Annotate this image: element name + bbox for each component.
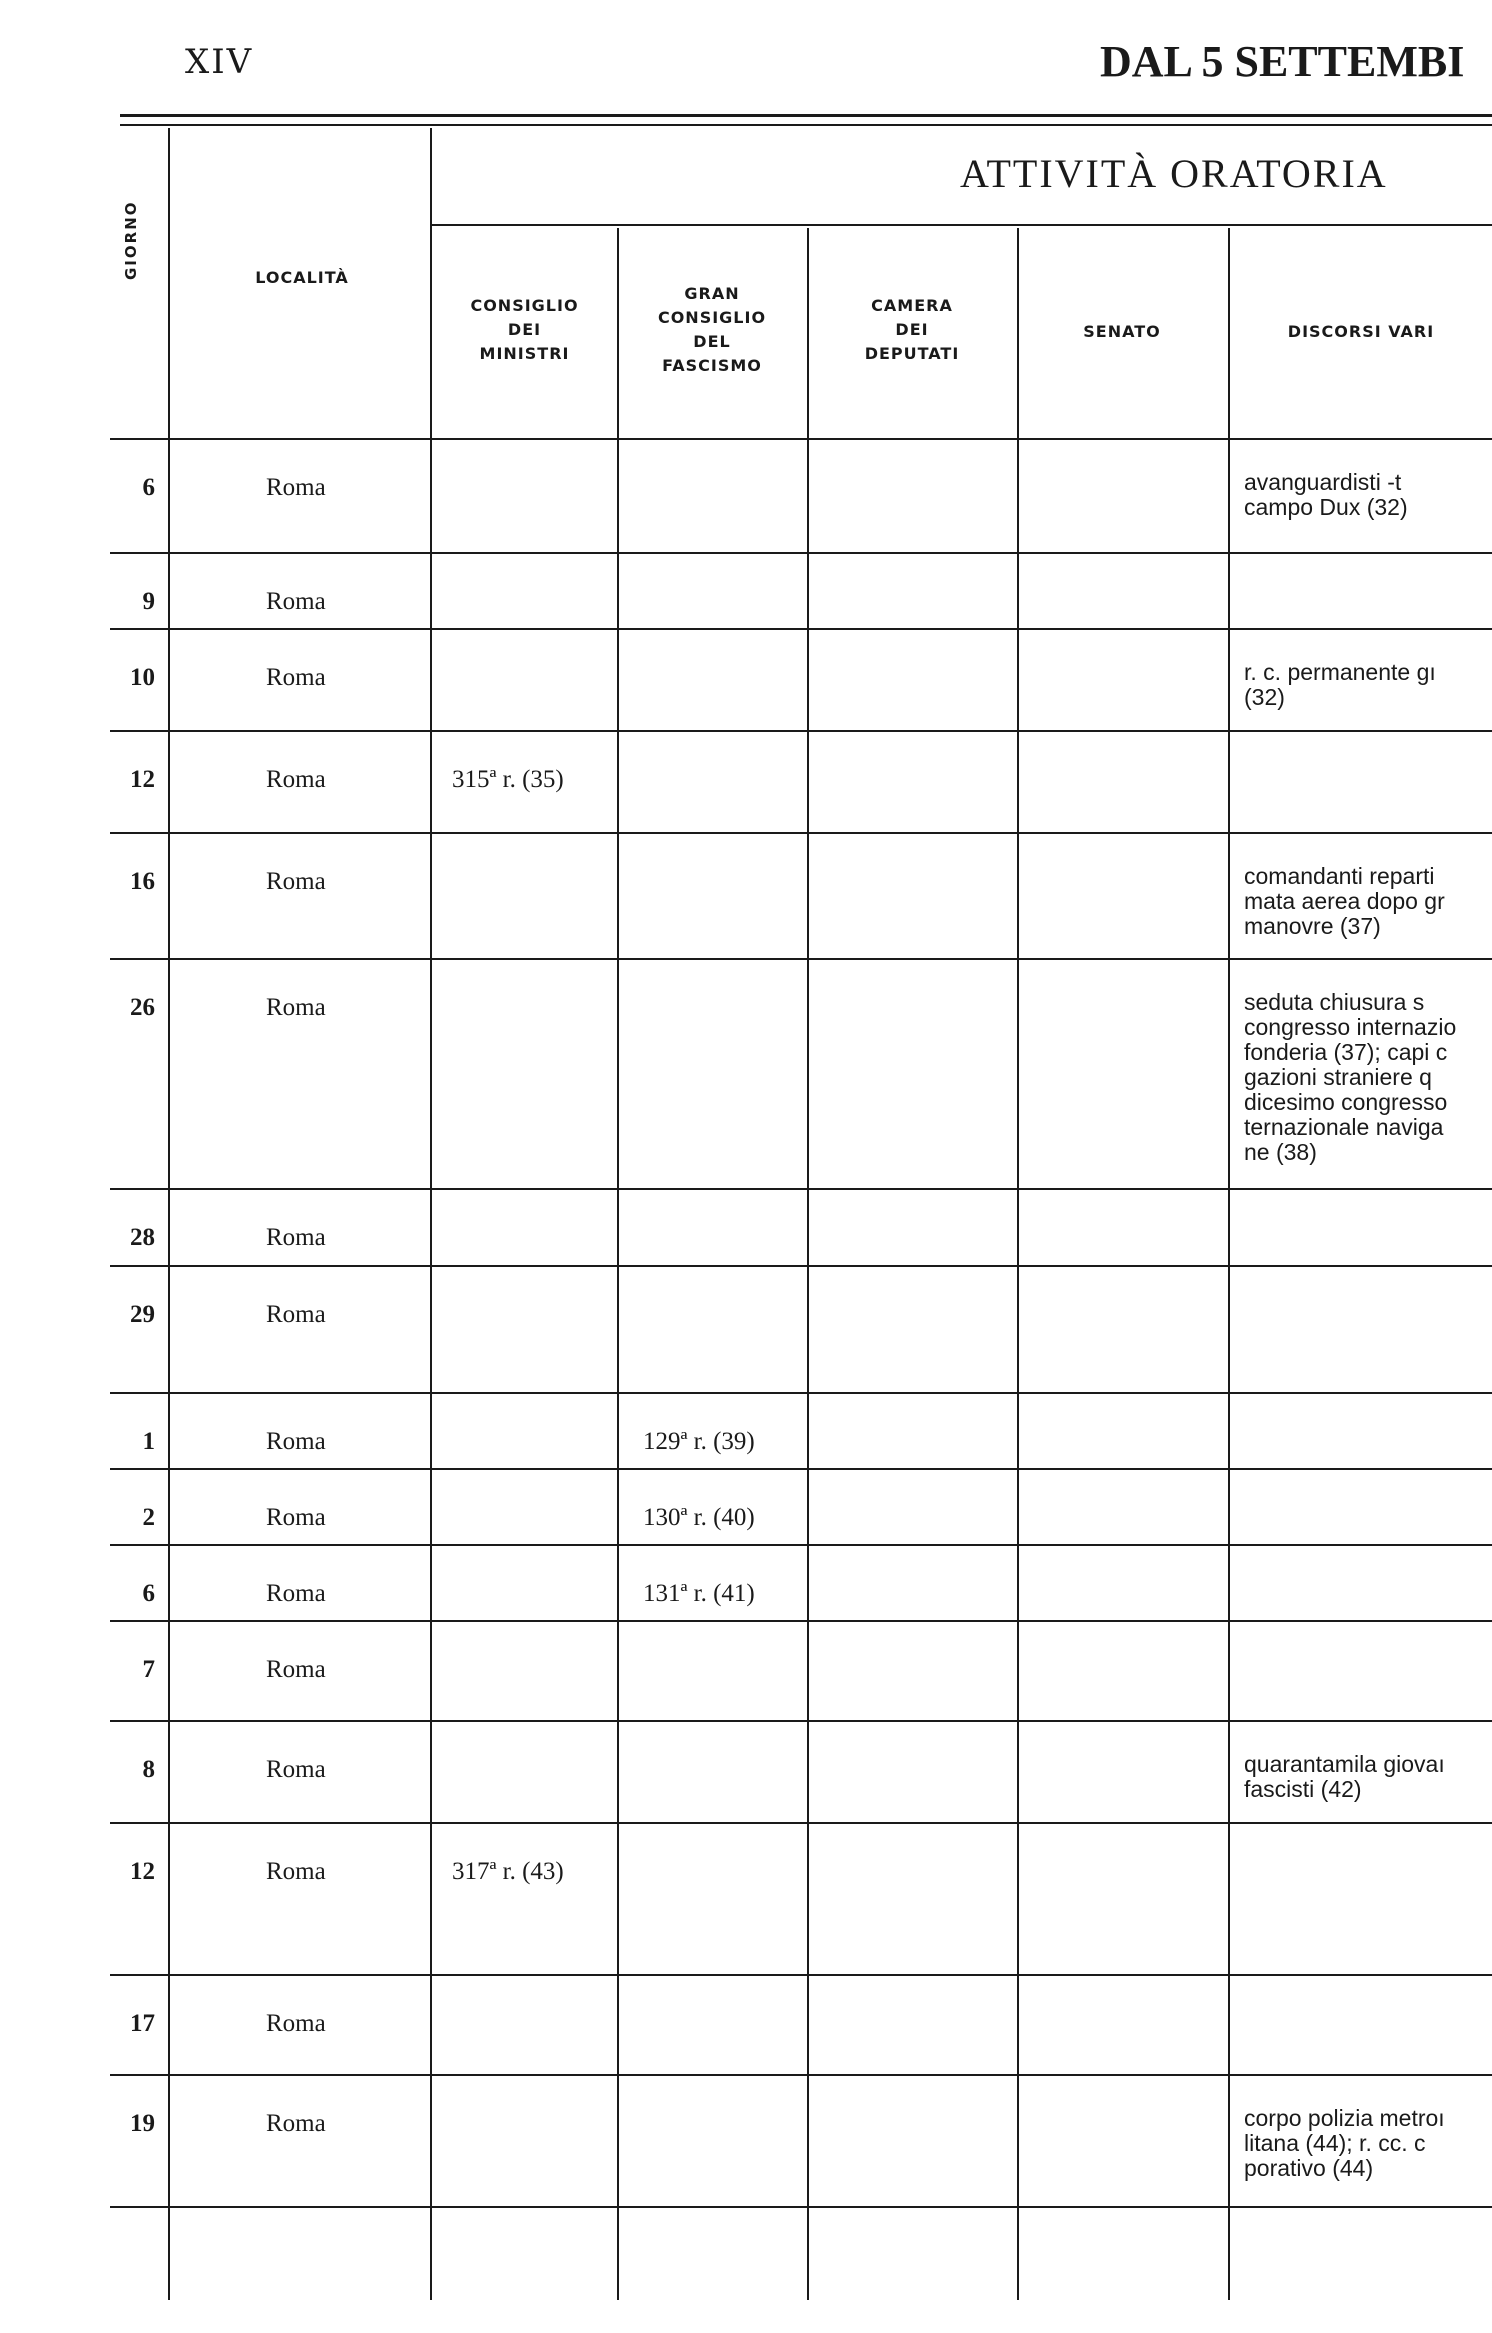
row-consiglio: 317ª r. (43) — [452, 1858, 564, 1885]
row-divider — [110, 1265, 1492, 1267]
top-rule-2 — [120, 124, 1492, 126]
header-camera: CAMERA DEI DEPUTATI — [864, 296, 960, 363]
column-divider — [1017, 228, 1019, 2300]
row-divider — [110, 832, 1492, 834]
row-divider — [110, 1720, 1492, 1722]
row-localita: Roma — [266, 474, 326, 501]
row-divider — [110, 730, 1492, 732]
row-localita: Roma — [266, 1224, 326, 1251]
row-day: 7 — [142, 1656, 155, 1683]
row-consiglio: 315ª r. (35) — [452, 766, 564, 793]
row-discorsi: comandanti reparti mata aerea dopo gr manovre (37) — [1244, 863, 1445, 939]
row-day: 17 — [130, 2010, 155, 2037]
row-divider — [110, 1822, 1492, 1824]
row-divider — [110, 1392, 1492, 1394]
header-localita: LOCALITÀ — [255, 268, 349, 287]
row-localita: Roma — [266, 868, 326, 895]
running-head: DAL 5 SETTEMBI — [1100, 37, 1465, 86]
row-day: 29 — [130, 1301, 155, 1328]
page-number: XIV — [185, 42, 254, 82]
row-localita: Roma — [266, 588, 326, 615]
row-localita: Roma — [266, 1301, 326, 1328]
column-divider — [617, 228, 619, 2300]
row-divider — [110, 1620, 1492, 1622]
group-title-underline — [430, 224, 1492, 226]
row-day: 19 — [130, 2110, 155, 2137]
row-localita: Roma — [266, 1656, 326, 1683]
row-day: 1 — [142, 1428, 155, 1455]
row-discorsi: r. c. permanente gı (32) — [1244, 659, 1436, 710]
row-localita: Roma — [266, 664, 326, 691]
row-day: 28 — [130, 1224, 155, 1251]
top-rule — [120, 114, 1492, 117]
header-giorno: GIORNO — [122, 200, 140, 280]
row-localita: Roma — [266, 2010, 326, 2037]
row-divider — [110, 958, 1492, 960]
header-senato: SENATO — [1083, 322, 1161, 341]
row-localita: Roma — [266, 1580, 326, 1607]
column-divider — [807, 228, 809, 2300]
row-discorsi: quarantamila giovaı fascisti (42) — [1244, 1751, 1445, 1802]
row-localita: Roma — [266, 1756, 326, 1783]
row-day: 16 — [130, 868, 155, 895]
row-localita: Roma — [266, 1858, 326, 1885]
row-day: 2 — [142, 1504, 155, 1531]
row-divider — [110, 1188, 1492, 1190]
row-gran-consiglio: 129ª r. (39) — [643, 1428, 755, 1455]
row-day: 9 — [142, 588, 155, 615]
header-consiglio: CONSIGLIO DEI MINISTRI — [470, 296, 579, 363]
row-divider — [110, 438, 1492, 440]
header-discorsi: DISCORSI VARI — [1287, 322, 1435, 341]
row-divider — [110, 2206, 1492, 2208]
row-day: 26 — [130, 994, 155, 1021]
row-discorsi: seduta chiusura s congresso internazio fonderia (37); capi c gazioni straniere q dicesimo congresso ternazionale naviga ne (38) — [1244, 989, 1457, 1165]
row-divider — [110, 628, 1492, 630]
header-gran-consiglio: GRAN CONSIGLIO DEL FASCISMO — [657, 284, 767, 375]
row-day: 10 — [130, 664, 155, 691]
row-day: 8 — [142, 1756, 155, 1783]
row-day: 12 — [130, 1858, 155, 1885]
row-localita: Roma — [266, 1428, 326, 1455]
row-divider — [110, 2074, 1492, 2076]
group-title: ATTIVITÀ ORATORIA — [960, 151, 1388, 196]
row-day: 6 — [142, 474, 155, 501]
row-gran-consiglio: 130ª r. (40) — [643, 1504, 755, 1531]
column-divider — [1228, 228, 1230, 2300]
row-divider — [110, 1468, 1492, 1470]
row-discorsi: corpo polizia metroı litana (44); r. cc. c porativo (44) — [1244, 2105, 1445, 2181]
row-day: 12 — [130, 766, 155, 793]
row-day: 6 — [142, 1580, 155, 1607]
row-divider — [110, 1544, 1492, 1546]
row-gran-consiglio: 131ª r. (41) — [643, 1580, 755, 1607]
row-localita: Roma — [266, 994, 326, 1021]
row-localita: Roma — [266, 1504, 326, 1531]
row-divider — [110, 552, 1492, 554]
row-discorsi: avanguardisti -t campo Dux (32) — [1244, 469, 1408, 520]
row-localita: Roma — [266, 2110, 326, 2137]
row-divider — [110, 1974, 1492, 1976]
row-localita: Roma — [266, 766, 326, 793]
